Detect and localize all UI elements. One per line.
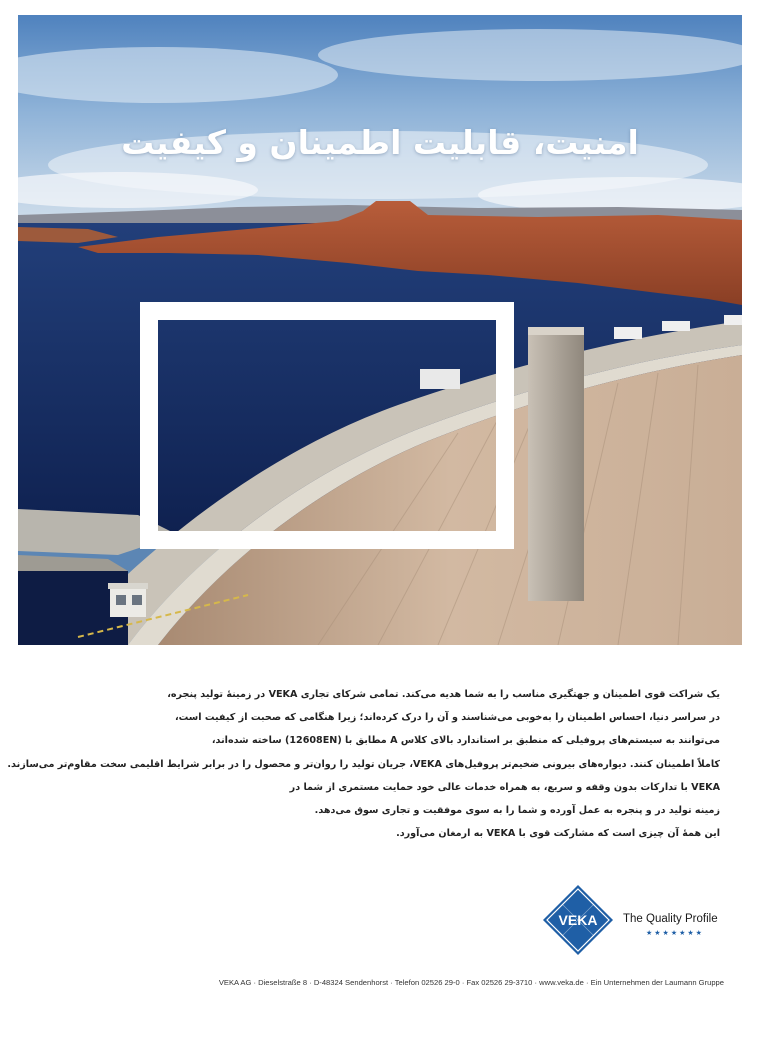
body-line: در سراسر دنیا، احساس اطمینان را به‌خوبی می‌شناسند و آن را درک کرده‌اند؛ زیرا هنگامی که صحبت از کیفیت است، [175,712,720,724]
body-line: کاملاً اطمینان کنند. دیواره‌های بیرونی ضخیم‌تر پروفیل‌های VEKA، جریان تولید را روان‌تر و محصول را در برابر شرایط اقلیمی سخت مقاوم‌تر می‌سازند. [7,758,720,770]
headline: امنیت، قابلیت اطمینان و کیفیت [121,123,639,162]
body-line: زمینه تولید در و پنجره به عمل آورده و شما را به سوی موفقیت و تجاری سوق می‌دهد. [314,804,720,816]
logo-tagline: The Quality Profile [623,913,718,925]
body-line: می‌توانند به سیستم‌های پروفیلی که منطبق بر استاندارد بالای کلاس A مطابق با (12608EN) ساخته شده‌اند، [211,735,720,747]
hero-photo [18,15,742,645]
body-copy [7,683,720,845]
veka-logo [542,884,732,960]
footer-address: VEKA AG · Dieselstraße 8 · D-48324 Sendenhorst · Telefon 02526 29-0 · Fax 02526 29-3710 · www.veka.de · Ein Unternehmen der Laumann Gruppe [218,978,724,987]
body-line: این همهٔ آن چیزی است که مشارکت قوی با VEKA به ارمغان می‌آورد. [396,828,720,840]
veka-diamond-icon [542,884,614,956]
body-line: یک شراکت قوی اطمینان و جهتگیری مناسب را به شما هدیه می‌کند. تمامی شرکای تجاری VEKA در زمینهٔ تولید پنجره، [167,689,720,700]
veka-wordmark: VEKA [558,912,598,928]
star-row-icon: ★★★★★★★ [646,929,704,937]
white-window-frame [140,302,514,549]
body-line: VEKA با تدارکات بدون وقفه و سریع، به همراه خدمات عالی خود حمایت مستمری از شما در [289,781,720,793]
